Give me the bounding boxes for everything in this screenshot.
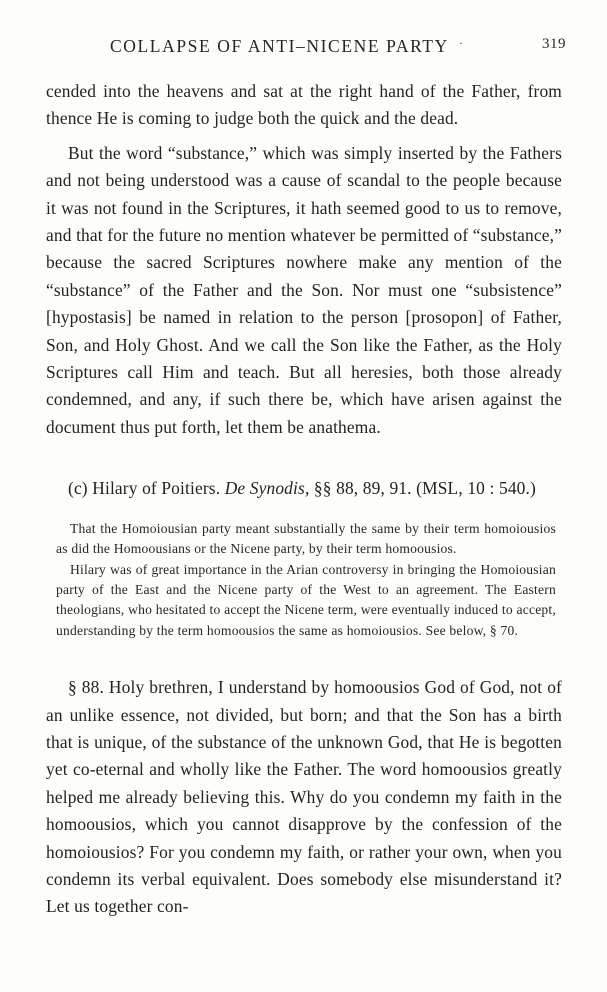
header-mark: · [458,36,463,50]
paragraph-substance: But the word “substance,” which was simply inserted by the Fathers and not being understood was a cause of scandal to the people because it was not found in the Scriptures, it hath seemed good to us to remove, and that for the future no mention whatever be permitted of “substance,” because the sacred Scriptures nowhere make any mention of the “substance” of the Father and the Son. Nor must one “subsistence” [hypostasis] be named in relation to the person [prosopon] of Father, Son, and Holy Ghost. And we call the Son like the Father, as the Holy Scriptures call Him and teach. But all heresies, both those already condemned, and any, if such there be, which have arisen against the document thus put forth, let them be anathema. [46,142,562,437]
quoted-section-88: § 88. Holy brethren, I understand by homoousios God of God, not of an unlike essence, not divided, but born; and that the Son has a birth that is unique, of the substance of the unknown God, that He is begotten yet co-eternal and wholly like the Father. The word homoousios greatly helped me already believing this. Why do you condemn my faith in the homoousios, which you cannot disapprove by the confession of the homoiousios? For you condemn my faith, or rather your own, when you condemn its verbal equivalent. Does somebody else misunderstand it? Let us together con- [46,677,562,917]
editorial-notes [56,519,556,641]
running-title: COLLAPSE OF ANTI–NICENE PARTY [110,36,449,56]
note-item: That the Homoiousian party meant substantially the same by their term homoiousios as did the Homoousians or the Nicene party, by their term homoousios. [56,520,556,557]
source-reference-work-title: De Synodis [224,478,305,499]
source-reference-suffix: , §§ 88, 89, 91. (MSL, 10 : 540.) [304,478,536,499]
page-header [46,36,566,57]
paragraph-continued: cended into the heavens and sat at the right hand of the Father, from thence He is coming to judge both the quick and the dead. [46,81,562,129]
page-body [46,78,562,921]
page-number: 319 [542,36,566,52]
source-reference [46,475,562,502]
source-reference-prefix: (c) Hilary of Poitiers. [68,478,221,499]
note-item: Hilary was of great importance in the Arian controversy in bringing the Homoiousian party of the East and the Nicene party of the West to an agreement. The Eastern theologians, who hesitated to accept the Nicene term, were eventually induced to accept, understanding by the term homoousios the same as homoiousios. See below, § 70. [56,561,556,638]
